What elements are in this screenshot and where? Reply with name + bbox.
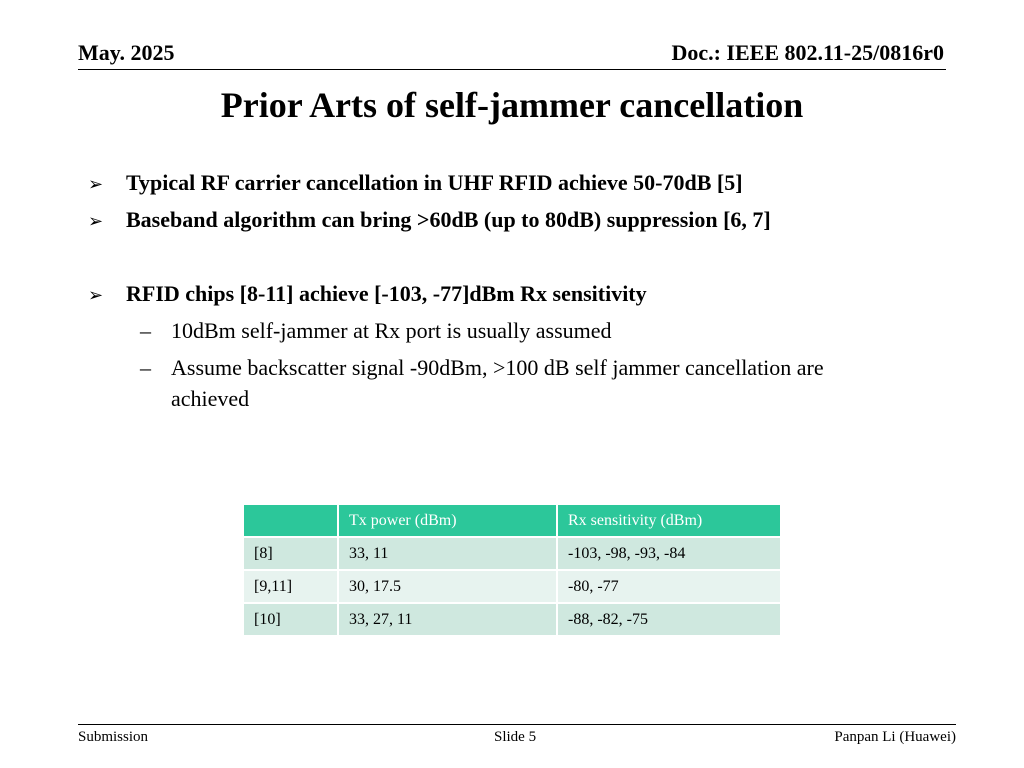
bullet-text: Typical RF carrier cancellation in UHF RFID achieve 50-70dB [5] [126,170,743,195]
table-header-cell: Tx power (dBm) [338,504,557,537]
subbullet-2 [140,355,824,381]
bullet-2 [88,207,771,233]
table-header-cell: Rx sensitivity (dBm) [557,504,781,537]
slide-title: Prior Arts of self-jammer cancellation [220,85,804,125]
table-cell: 30, 17.5 [338,570,557,603]
dash-bullet-icon: – [140,318,151,343]
bullet-3 [88,281,647,307]
header-date: May. 2025 [78,40,175,65]
header-doc-id: Doc.: IEEE 802.11-25/0816r0 [671,40,944,65]
arrow-bullet-icon: ➢ [88,211,104,232]
table-cell: [8] [243,537,338,570]
table-cell: [10] [243,603,338,636]
subbullet-text: 10dBm self-jammer at Rx port is usually assumed [171,318,612,343]
table-header-row [243,504,781,537]
subbullet-2-continuation: achieved [171,386,250,411]
table-cell: -88, -82, -75 [557,603,781,636]
table-cell: [9,11] [243,570,338,603]
arrow-bullet-icon: ➢ [88,174,104,195]
bullet-text: Baseband algorithm can bring >60dB (up to 80dB) suppression [6, 7] [126,207,771,232]
footer-author: Panpan Li (Huawei) [834,729,956,745]
footer-slide-number: Slide 5 [494,729,537,745]
footer-divider [78,724,956,725]
table-row [243,603,781,636]
table-cell: -103, -98, -93, -84 [557,537,781,570]
table-row [243,537,781,570]
bullet-text: RFID chips [8-11] achieve [-103, -77]dBm Rx sensitivity [126,281,647,306]
table-header-cell [243,504,338,537]
dash-bullet-icon: – [140,355,151,380]
bullet-1 [88,170,743,196]
rfid-chip-table [242,503,782,637]
subbullet-1 [140,318,612,344]
arrow-bullet-icon: ➢ [88,285,104,306]
header-divider [78,69,946,70]
table-cell: 33, 11 [338,537,557,570]
footer-submission: Submission [78,729,149,745]
table-row [243,570,781,603]
table-cell: 33, 27, 11 [338,603,557,636]
table-cell: -80, -77 [557,570,781,603]
subbullet-text: Assume backscatter signal -90dBm, >100 dB self jammer cancellation are [171,355,824,380]
